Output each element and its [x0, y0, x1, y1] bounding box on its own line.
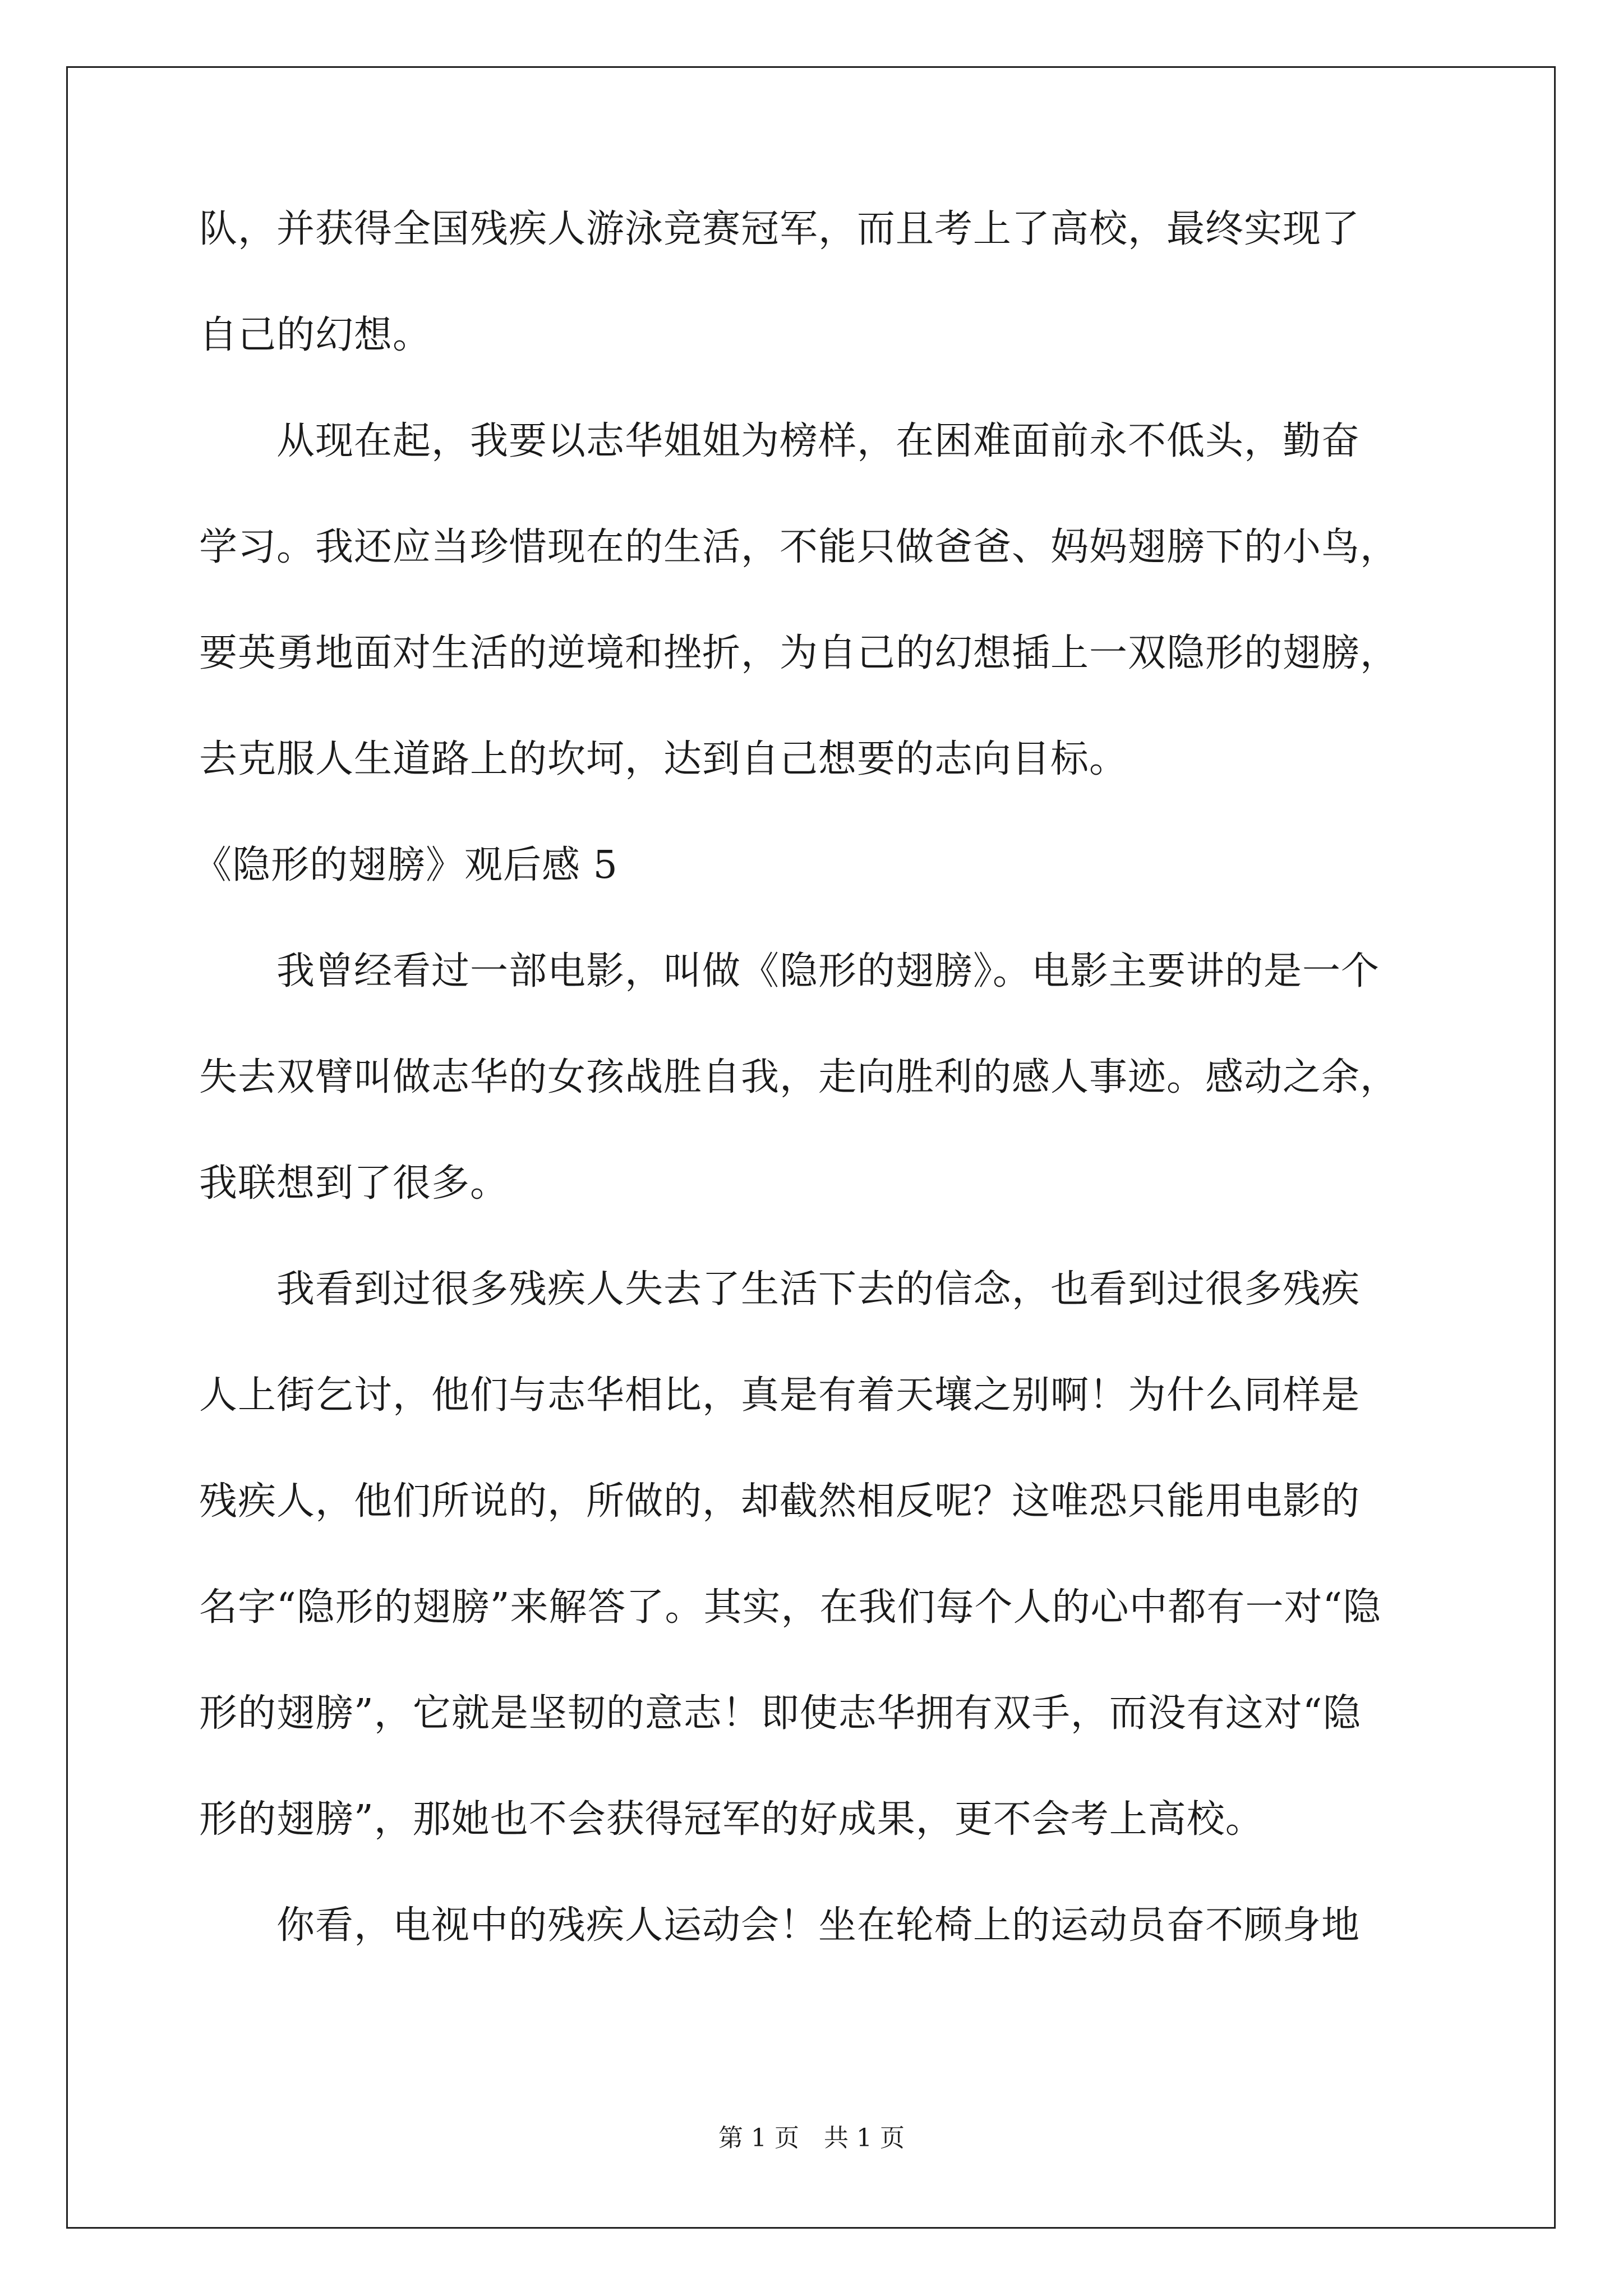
section-heading: 《隐形的翅膀》观后感 5 — [193, 843, 618, 887]
text-line: 失去双臂叫做志华的女孩战胜自我，走向胜利的感人事迹。感动之余， — [199, 1055, 1399, 1099]
text-line: 要英勇地面对生活的逆境和挫折，为自己的幻想插上一双隐形的翅膀， — [199, 631, 1399, 675]
document-body — [193, 207, 1438, 1948]
text-line: 队，并获得全国残疾人游泳竞赛冠军，而且考上了高校，最终实现了 — [199, 207, 1361, 251]
text-line: 自己的幻想。 — [199, 313, 432, 357]
text-line: 形的翅膀”，它就是坚韧的意志！即使志华拥有双手，而没有这对“隐 — [199, 1691, 1362, 1736]
text-line: 从现在起，我要以志华姐姐为榜样，在困难面前永不低头，勤奋 — [199, 419, 1361, 463]
text-line: 我看到过很多残疾人失去了生活下去的信念，也看到过很多残疾 — [199, 1267, 1361, 1312]
page-footer: 第 1 页 共 1 页 — [718, 2124, 905, 2152]
text-line: 学习。我还应当珍惜现在的生活，不能只做爸爸、妈妈翅膀下的小鸟， — [199, 525, 1399, 569]
text-line: 形的翅膀”，那她也不会获得冠军的好成果，更不会考上高校。 — [199, 1797, 1264, 1842]
text-line: 我联想到了很多。 — [199, 1161, 509, 1205]
text-line: 我曾经看过一部电影，叫做《隐形的翅膀》。电影主要讲的是一个 — [199, 949, 1380, 993]
text-line: 去克服人生道路上的坎坷，达到自己想要的志向目标。 — [199, 737, 1128, 781]
text-line: 残疾人，他们所说的，所做的，却截然相反呢？这唯恐只能用电影的 — [199, 1479, 1361, 1524]
text-line: 你看，电视中的残疾人运动会！坐在轮椅上的运动员奋不顾身地 — [199, 1903, 1361, 1948]
text-line: 人上街乞讨，他们与志华相比，真是有着天壤之别啊！为什么同样是 — [199, 1373, 1361, 1418]
text-line: 名字“隐形的翅膀”来解答了。其实，在我们每个人的心中都有一对“隐 — [199, 1585, 1382, 1630]
